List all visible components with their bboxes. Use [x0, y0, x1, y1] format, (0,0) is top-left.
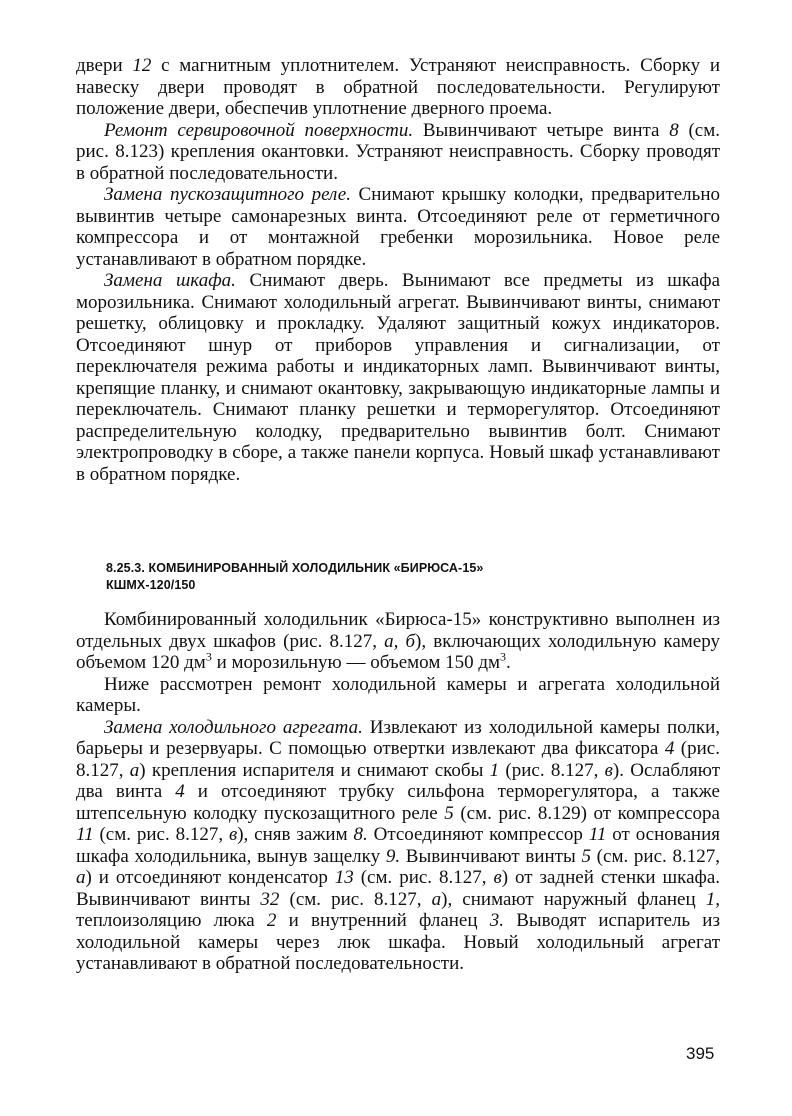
- section-heading-line-1: 8.25.3. КОМБИНИРОВАННЫЙ ХОЛОДИЛЬНИК «БИРЮСА-15»: [106, 561, 484, 575]
- section-heading-line-2: КШМХ-120/150: [106, 578, 196, 592]
- section-heading: [106, 560, 666, 594]
- paragraph: Комбинированный холодильник «Бирюса-15» конструктивно выполнен из отдельных двух шкафов (рис. 8.127, а, б), включающих холодильную камеру объемом 120 $дм^3$ и морозильную — объемом 150 $дм^3$.: [76, 609, 720, 673]
- paragraph: Замена шкафа. Снимают дверь. Вынимают все предметы из шкафа морозильника. Снимают холодильный агрегат. Вывинчивают винты, снимают решетку, облицовку и прокладку. Удаляют защитный кожух индикаторов. Отсоединяют шнур от приборов управления и сигнализации, от переключателя режима работы и индикаторных ламп. Вывинчивают винты, крепящие планку, и снимают окантовку, закрывающую индикаторные лампы и переключатель. Снимают планку решетки и терморегулятор. Отсоединяют распределительную колодку, предварительно вывинтив болт. Снимают электропроводку в сборе, а также панели корпуса. Новый шкаф устанавливают в обратном порядке.: [76, 270, 720, 485]
- page-number: 395: [686, 1044, 715, 1063]
- text-block-top: [76, 55, 720, 485]
- paragraph: Замена холодильного агрегата. Извлекают из холодильной камеры полки, барьеры и резервуары. С помощью отвертки извлекают два фиксатора 4 (рис. 8.127, а) крепления испарителя и снимают скобы 1 (рис. 8.127, в). Ослабляют два винта 4 и отсоединяют трубку сильфона терморегулятора, а также штепсельную колодку пускозащитного реле 5 (см. рис. 8.129) от компрессора 11 (см. рис. 8.127, в), сняв зажим 8. Отсоединяют компрессор 11 от основания шкафа холодильника, вынув защелку 9. Вывинчивают винты 5 (см. рис. 8.127, а) и отсоединяют конденсатор 13 (см. рис. 8.127, в) от задней стенки шкафа. Вывинчивают винты 32 (см. рис. 8.127, а), снимают наружный фланец 1, теплоизоляцию люка 2 и внутренний фланец 3. Выводят испаритель из холодильной камеры через люк шкафа. Новый холодильный агрегат устанавливают в обратной последовательности.: [76, 716, 721, 974]
- paragraph: Замена пускозащитного реле. Снимают крышку колодки, предварительно вывинтив четыре самонарезных винта. Отсоединяют реле от герметичного компрессора и от монтажной гребенки морозильника. Новое реле устанавливают в обратном порядке.: [76, 184, 720, 270]
- paragraph: Ниже рассмотрен ремонт холодильной камеры и агрегата холодильной камеры.: [76, 673, 720, 716]
- paragraph: двери 12 с магнитным уплотнителем. Устраняют неисправность. Сборку и навеску двери проводят в обратной последовательности. Регулируют положение двери, обеспечив уплотнение дверного проема.: [76, 55, 720, 119]
- paragraph: Ремонт сервировочной поверхности. Вывинчивают четыре винта 8 (см. рис. 8.123) крепления окантовки. Устраняют неисправность. Сборку проводят в обратной последовательности.: [76, 119, 721, 184]
- text-block-bottom: [76, 609, 720, 975]
